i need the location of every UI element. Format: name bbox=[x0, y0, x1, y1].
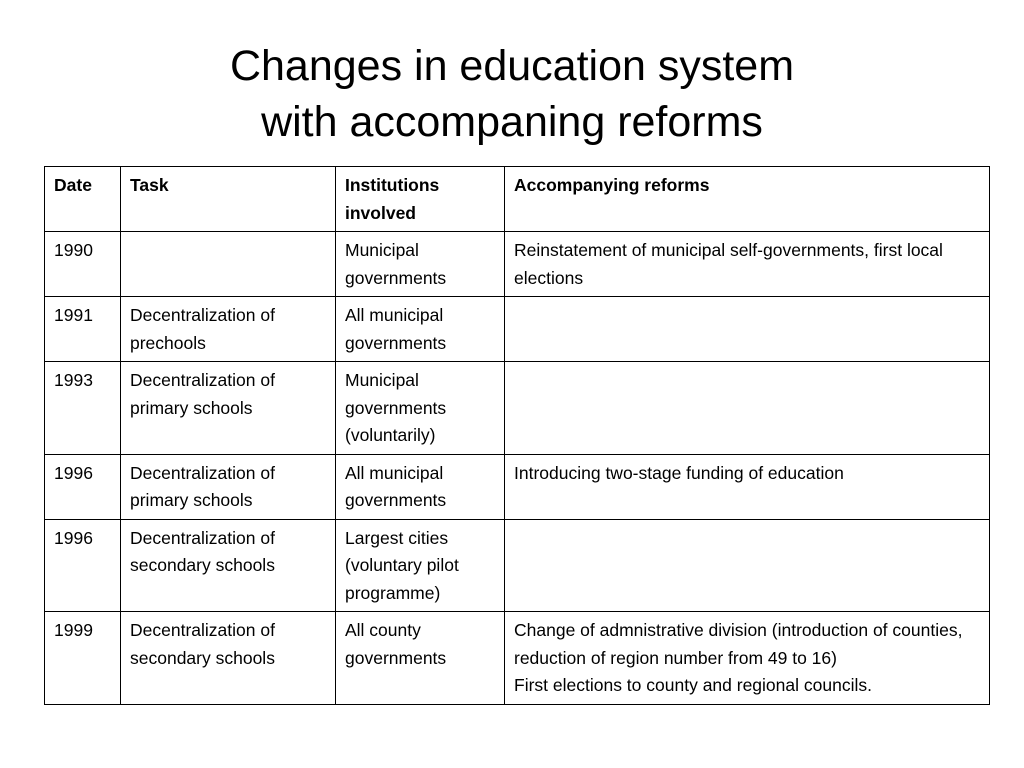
cell-task: Decentralization of prechools bbox=[121, 297, 336, 362]
cell-date: 1999 bbox=[45, 612, 121, 705]
slide-title-line-1: Changes in education system bbox=[229, 42, 795, 90]
cell-task: Decentralization of secondary schools bbox=[121, 612, 336, 705]
reform-line: Change of admnistrative division (introduction of counties, reduction of region number from 49 to 16) bbox=[514, 620, 963, 668]
cell-institutions: Municipal governments bbox=[336, 232, 505, 297]
cell-reforms bbox=[505, 232, 990, 297]
education-reforms-table bbox=[44, 166, 990, 705]
cell-institutions: All municipal governments bbox=[336, 454, 505, 519]
header-reforms: Accompanying reforms bbox=[505, 167, 990, 232]
header-task: Task bbox=[121, 167, 336, 232]
table-header bbox=[45, 167, 990, 232]
cell-reforms bbox=[505, 362, 990, 455]
reform-line: Introducing two-stage funding of education bbox=[514, 462, 844, 483]
slide-title-line-2: with accompaning reforms bbox=[261, 98, 763, 146]
cell-date: 1996 bbox=[45, 454, 121, 519]
table-row bbox=[45, 297, 990, 362]
cell-task: Decentralization of primary schools bbox=[121, 362, 336, 455]
table-row bbox=[45, 612, 990, 705]
header-institutions: Institutions involved bbox=[336, 167, 505, 232]
reform-line: First elections to county and regional councils. bbox=[514, 675, 872, 695]
table-body bbox=[45, 232, 990, 705]
cell-institutions: Largest cities (voluntary pilot programme) bbox=[336, 519, 505, 612]
table-row bbox=[45, 519, 990, 612]
cell-reforms bbox=[505, 297, 990, 362]
cell-institutions: All county governments bbox=[336, 612, 505, 705]
cell-reforms bbox=[505, 612, 990, 705]
cell-task: Decentralization of secondary schools bbox=[121, 519, 336, 612]
cell-institutions: Municipal governments (voluntarily) bbox=[336, 362, 505, 455]
table-row bbox=[45, 362, 990, 455]
cell-institutions: All municipal governments bbox=[336, 297, 505, 362]
cell-date: 1996 bbox=[45, 519, 121, 612]
table-row bbox=[45, 454, 990, 519]
cell-task bbox=[121, 232, 336, 297]
header-date: Date bbox=[45, 167, 121, 232]
reform-line: Reinstatement of municipal self-governments, first local elections bbox=[514, 240, 943, 288]
cell-reforms bbox=[505, 454, 990, 519]
table-header-row bbox=[45, 167, 990, 232]
cell-task: Decentralization of primary schools bbox=[121, 454, 336, 519]
cell-date: 1991 bbox=[45, 297, 121, 362]
cell-reforms bbox=[505, 519, 990, 612]
table-row bbox=[45, 232, 990, 297]
slide-title bbox=[0, 38, 1024, 150]
cell-date: 1993 bbox=[45, 362, 121, 455]
cell-date: 1990 bbox=[45, 232, 121, 297]
